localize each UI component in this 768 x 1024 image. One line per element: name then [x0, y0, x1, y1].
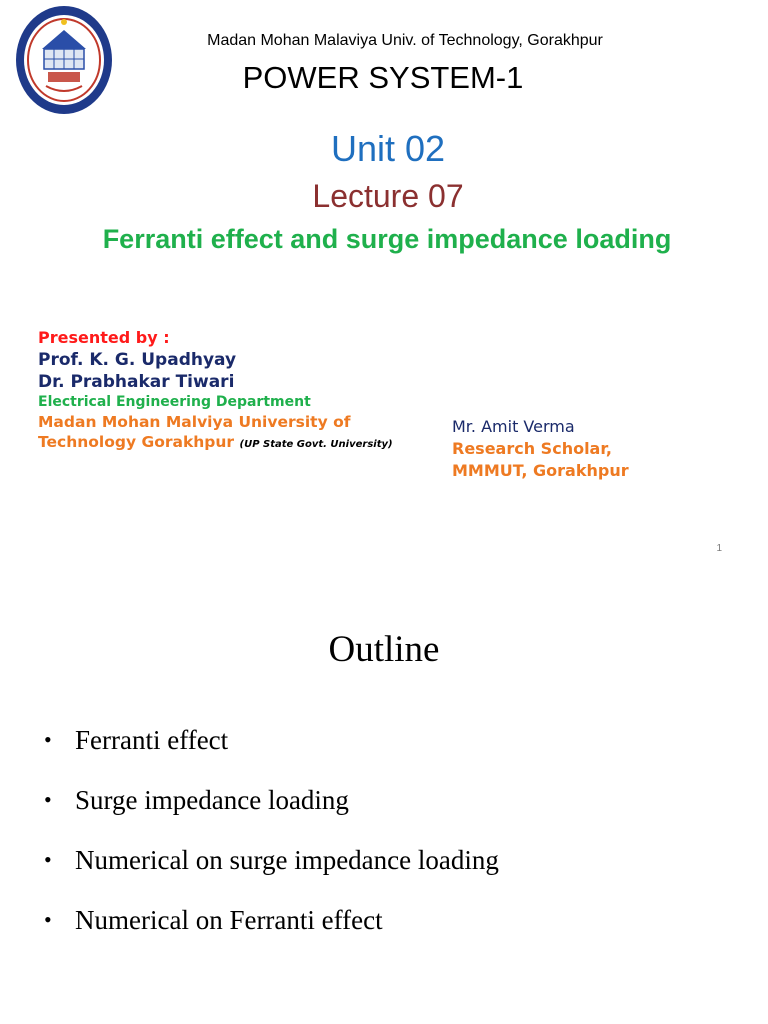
outline-slide [0, 578, 768, 1024]
scholar-block [452, 416, 629, 482]
list-item [44, 903, 499, 963]
university-line-2-row [38, 432, 393, 455]
university-seal-logo [14, 4, 114, 116]
list-item [44, 723, 499, 783]
bullet-icon: • [44, 787, 52, 812]
department-name: Electrical Engineering Department [38, 394, 311, 410]
list-item-text: Numerical on Ferranti effect [75, 905, 383, 935]
lecture-topic: Ferranti effect and surge impedance loading [102, 224, 672, 254]
scholar-name: Mr. Amit Verma [452, 417, 575, 436]
presenter-name-1: Prof. K. G. Upadhyay [38, 350, 237, 370]
page-number: 1 [716, 543, 722, 554]
presented-by-label: Presented by : [38, 328, 170, 347]
list-item [44, 843, 499, 903]
unit-number: Unit 02 [330, 128, 446, 169]
list-item-text: Ferranti effect [75, 725, 229, 755]
bullet-icon: • [44, 907, 52, 932]
presenter-name-2: Dr. Prabhakar Tiwari [38, 372, 235, 392]
outline-title: Outline [328, 629, 440, 670]
university-line-2: Technology Gorakhpur [38, 433, 235, 451]
course-title: POWER SYSTEM-1 [242, 60, 524, 95]
scholar-role: Research Scholar, [452, 439, 612, 458]
list-item-text: Surge impedance loading [75, 785, 349, 815]
university-line-1: Madan Mohan Malviya University of [38, 413, 351, 431]
govt-note: (UP State Govt. University) [239, 439, 393, 450]
list-item [44, 783, 499, 843]
bullet-icon: • [44, 727, 52, 752]
outline-list [44, 723, 499, 963]
lecture-number: Lecture 07 [312, 178, 464, 214]
bullet-icon: • [44, 847, 52, 872]
presenters-block [38, 327, 393, 455]
university-header: Madan Mohan Malaviya Univ. of Technology, Gorakhpur [207, 32, 603, 49]
scholar-place: MMMUT, Gorakhpur [452, 461, 629, 480]
list-item-text: Numerical on surge impedance loading [75, 845, 499, 875]
